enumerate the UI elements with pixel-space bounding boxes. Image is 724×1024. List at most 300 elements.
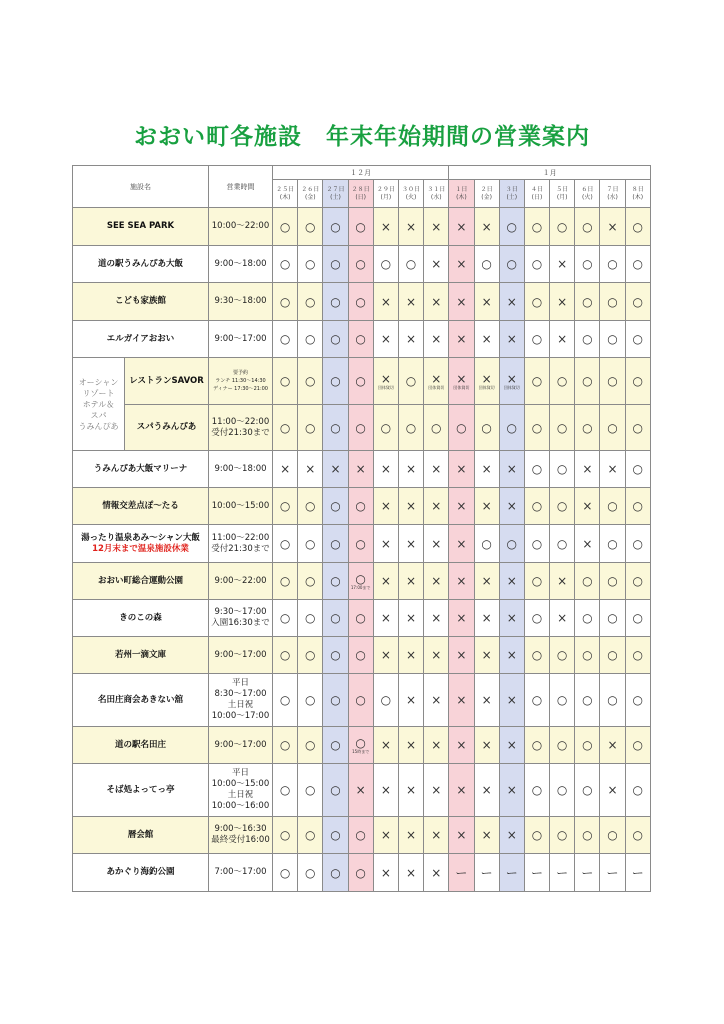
business-hours (209, 563, 273, 600)
closure-notice: 12月末まで温泉施設休業 (92, 543, 189, 554)
date-day: ３日 (505, 185, 518, 193)
status-mark: ○ (506, 257, 518, 271)
table-row (73, 674, 651, 727)
status-mark: ○ (632, 574, 643, 588)
hours-line: 9:00～18:00 (214, 258, 267, 269)
status-cell (449, 817, 474, 854)
status-cell (348, 283, 373, 321)
date-weekday: (火) (582, 193, 593, 201)
hours-line: 9:30～17:00 (214, 607, 267, 617)
date-day: ５日 (556, 185, 569, 193)
status-mark: × (481, 462, 492, 476)
status-mark: ○ (355, 219, 366, 234)
status-mark: ○ (279, 611, 291, 625)
status-mark: × (355, 462, 366, 476)
status-mark: × (506, 499, 517, 513)
status-cell (348, 637, 373, 674)
status-cell (298, 358, 323, 405)
status-cell (600, 321, 625, 358)
business-hours (209, 321, 273, 358)
status-mark: × (406, 783, 417, 797)
status-mark: ○ (556, 219, 568, 234)
date-weekday: (日) (531, 193, 543, 201)
status-cell (298, 451, 323, 488)
status-cell (600, 246, 625, 283)
status-cell (575, 321, 600, 358)
table-row (73, 600, 651, 637)
status-mark: ○ (330, 865, 341, 880)
status-cell (550, 674, 575, 727)
business-hours (209, 525, 273, 563)
status-cell (373, 358, 398, 405)
group-label-line: オーシャン (78, 377, 119, 387)
status-cell (474, 451, 499, 488)
status-mark: ○ (632, 783, 643, 797)
status-cell (424, 451, 449, 488)
status-cell (550, 727, 575, 764)
status-cell (600, 563, 625, 600)
status-cell (499, 405, 524, 451)
hours-line: 受付21:30まで (211, 427, 270, 438)
status-mark: ○ (380, 693, 392, 707)
status-cell (550, 854, 575, 892)
status-cell (575, 764, 600, 817)
status-mark: × (330, 462, 341, 476)
status-mark: ○ (582, 257, 593, 271)
facility-name (73, 727, 209, 764)
status-cell (625, 563, 650, 600)
facility-name-text: エルガイアおおい (106, 333, 175, 344)
date-day: ２日 (480, 185, 493, 193)
status-cell (298, 321, 323, 358)
facility-name (73, 283, 209, 321)
status-cell (373, 405, 398, 451)
date-header (474, 180, 499, 208)
status-cell (524, 674, 549, 727)
status-mark: ○ (556, 693, 568, 707)
status-mark: ○ (355, 735, 366, 750)
status-mark: ○ (330, 332, 341, 346)
status-cell (273, 283, 298, 321)
hours-line: 10:00～15:00 (211, 779, 270, 789)
status-mark: ○ (355, 648, 366, 662)
status-cell (600, 358, 625, 405)
status-cell (348, 451, 373, 488)
facility-name (73, 764, 209, 817)
status-mark: ○ (531, 332, 543, 346)
business-hours (209, 208, 273, 246)
status-mark: ○ (456, 420, 467, 435)
status-mark: ○ (607, 257, 618, 271)
status-mark: ○ (556, 648, 568, 662)
facility-name-text: そば処よってっ亭 (106, 784, 175, 795)
status-cell (524, 764, 549, 817)
status-mark: × (456, 574, 467, 588)
status-cell (499, 563, 524, 600)
status-mark: ー (631, 865, 644, 880)
date-header (625, 180, 650, 208)
status-mark: ○ (305, 783, 316, 797)
status-mark: ○ (481, 257, 492, 271)
facility-name (73, 488, 209, 525)
status-mark: ○ (279, 374, 291, 388)
status-mark: × (406, 865, 417, 880)
status-mark: ○ (632, 499, 643, 513)
status-mark: ○ (632, 462, 643, 476)
status-cell (474, 817, 499, 854)
status-cell (600, 727, 625, 764)
date-weekday: (土) (330, 193, 341, 201)
status-cell (625, 637, 650, 674)
status-cell (600, 405, 625, 451)
status-mark: ○ (632, 374, 643, 388)
status-cell (273, 817, 298, 854)
status-cell (273, 600, 298, 637)
date-weekday: (金) (481, 193, 492, 201)
status-cell (575, 405, 600, 451)
status-cell (398, 488, 423, 525)
status-cell (474, 405, 499, 451)
status-cell (499, 451, 524, 488)
status-mark: ○ (330, 611, 341, 625)
status-cell (449, 208, 474, 246)
status-mark: × (406, 648, 417, 662)
status-note: 15時まで (352, 748, 370, 754)
status-cell (323, 208, 348, 246)
status-mark: × (380, 499, 391, 513)
status-cell (323, 451, 348, 488)
date-day: ４日 (530, 185, 543, 193)
status-cell (524, 283, 549, 321)
date-weekday: (土) (506, 193, 518, 201)
status-cell (499, 727, 524, 764)
status-cell (298, 727, 323, 764)
status-cell (625, 321, 650, 358)
status-mark: × (380, 574, 391, 588)
group-label-line: ホテル＆ (82, 399, 115, 409)
status-cell (625, 283, 650, 321)
hotel-group-label (73, 358, 125, 451)
status-cell (550, 208, 575, 246)
status-mark: ○ (582, 783, 593, 797)
status-mark: × (456, 257, 467, 271)
status-mark: × (431, 219, 442, 234)
status-mark: ○ (305, 257, 316, 271)
status-mark: × (431, 499, 442, 513)
status-cell (323, 764, 348, 817)
status-cell (298, 854, 323, 892)
status-cell (348, 488, 373, 525)
status-mark: ○ (330, 693, 341, 707)
status-cell (499, 600, 524, 637)
status-mark: × (406, 828, 417, 842)
status-cell (398, 321, 423, 358)
facility-name-text: あかぐり海釣公園 (106, 867, 175, 877)
status-mark: ○ (632, 332, 643, 346)
status-cell (398, 727, 423, 764)
status-mark: ○ (305, 219, 316, 234)
status-cell (273, 727, 298, 764)
status-mark: ○ (632, 648, 643, 662)
status-mark: × (456, 499, 467, 513)
status-cell (323, 358, 348, 405)
status-cell (323, 674, 348, 727)
status-mark: ○ (305, 374, 316, 388)
status-cell (550, 488, 575, 525)
status-cell (323, 246, 348, 283)
status-cell (323, 854, 348, 892)
status-cell (600, 674, 625, 727)
status-mark: ー (556, 865, 569, 880)
status-cell (550, 563, 575, 600)
status-cell (398, 283, 423, 321)
date-weekday: (月) (556, 193, 568, 201)
status-cell (550, 405, 575, 451)
hours-header: 営業時間 (209, 166, 273, 208)
status-cell (575, 208, 600, 246)
date-day: ３０日 (402, 185, 421, 193)
hours-line: 9:00～18:00 (214, 463, 267, 474)
status-mark: ○ (582, 828, 593, 842)
status-mark: × (456, 462, 467, 476)
status-mark: × (431, 332, 442, 346)
facility-name-text: こども家族館 (114, 296, 166, 306)
status-cell (298, 283, 323, 321)
status-cell (499, 283, 524, 321)
facility-name-text: 道の駅名田庄 (114, 739, 166, 750)
status-cell (625, 358, 650, 405)
status-mark: × (406, 332, 417, 346)
status-cell (398, 405, 423, 451)
status-mark: ○ (355, 332, 366, 346)
hours-line: 11:00～22:00 (211, 532, 270, 543)
facility-name (125, 405, 209, 451)
table-row (73, 637, 651, 674)
status-cell (449, 674, 474, 727)
hours-line: 土日祝 (227, 700, 254, 710)
status-mark: × (431, 738, 442, 752)
status-mark: ○ (279, 865, 291, 880)
hours-line: 10:00～17:00 (211, 711, 270, 721)
status-cell (373, 727, 398, 764)
status-mark: ○ (330, 420, 341, 435)
status-cell (625, 246, 650, 283)
table-row (73, 405, 651, 451)
status-cell (625, 525, 650, 563)
status-mark: ○ (531, 536, 543, 551)
status-mark: ○ (607, 574, 618, 588)
status-mark: ○ (607, 536, 618, 551)
status-cell (348, 208, 373, 246)
status-note: 団体貸切 (377, 384, 394, 390)
hours-line: 土日祝 (227, 790, 254, 800)
status-cell (373, 854, 398, 892)
hours-line: 10:00～15:00 (211, 500, 270, 511)
status-cell (398, 854, 423, 892)
date-weekday: (木) (279, 193, 291, 201)
date-header (348, 180, 373, 208)
status-mark: ○ (632, 257, 643, 271)
status-mark: ○ (582, 611, 593, 625)
status-mark: ○ (305, 332, 316, 346)
status-cell (474, 525, 499, 563)
status-mark: ○ (279, 294, 291, 309)
status-cell (298, 817, 323, 854)
facility-name (73, 246, 209, 283)
status-cell (524, 321, 549, 358)
status-mark: ○ (380, 420, 392, 435)
status-mark: ○ (279, 257, 291, 271)
status-cell (398, 246, 423, 283)
status-mark: × (506, 648, 517, 662)
status-mark: ○ (305, 865, 316, 880)
status-cell (373, 674, 398, 727)
status-mark: × (406, 294, 417, 309)
status-mark: × (481, 648, 492, 662)
status-mark: ○ (279, 219, 291, 234)
date-day: ２５日 (276, 185, 295, 193)
status-mark: ○ (607, 611, 618, 625)
status-mark: ○ (481, 536, 492, 551)
business-hours (209, 283, 273, 321)
status-cell (449, 525, 474, 563)
status-cell (298, 764, 323, 817)
date-header (524, 180, 549, 208)
status-mark: ○ (355, 536, 366, 551)
status-cell (398, 451, 423, 488)
table-row (73, 525, 651, 563)
facility-name-text: 道の駅うみんぴあ大飯 (97, 258, 183, 269)
status-cell (298, 246, 323, 283)
status-cell (273, 674, 298, 727)
group-label-line: うみんぴあ (78, 421, 119, 431)
status-cell (373, 525, 398, 563)
date-day: ８日 (631, 185, 644, 193)
status-mark: × (557, 332, 568, 346)
hours-line: 要予約 (232, 370, 248, 376)
status-cell (600, 451, 625, 488)
status-cell (323, 817, 348, 854)
status-cell (474, 208, 499, 246)
status-mark: × (431, 294, 442, 309)
status-cell (398, 358, 423, 405)
status-mark: ○ (531, 294, 543, 309)
table-row (73, 451, 651, 488)
status-cell (398, 563, 423, 600)
status-mark: × (406, 574, 417, 588)
status-mark: ○ (531, 462, 543, 476)
status-cell (373, 488, 398, 525)
status-mark: × (380, 219, 391, 234)
table-row (73, 358, 651, 405)
status-cell (575, 854, 600, 892)
status-cell (298, 208, 323, 246)
status-cell (373, 451, 398, 488)
status-cell (499, 764, 524, 817)
status-mark: ○ (632, 611, 643, 625)
status-mark: × (506, 738, 517, 752)
hours-line: 最終受付16:00 (211, 835, 270, 845)
business-hours (209, 817, 273, 854)
status-cell (348, 405, 373, 451)
status-mark: ○ (632, 294, 643, 309)
status-mark: × (481, 294, 492, 309)
hours-line: 9:00～17:00 (214, 649, 267, 660)
status-mark: × (456, 648, 467, 662)
status-mark: × (506, 611, 517, 625)
status-cell (449, 451, 474, 488)
facility-name-text: スパうみんぴあ (136, 422, 197, 432)
status-mark: × (380, 648, 391, 662)
business-hours (209, 405, 273, 451)
status-mark: × (456, 371, 467, 386)
status-cell (373, 637, 398, 674)
status-cell (524, 488, 549, 525)
status-cell (550, 525, 575, 563)
status-cell (298, 488, 323, 525)
status-cell (273, 246, 298, 283)
status-mark: × (406, 499, 417, 513)
status-mark: ○ (531, 374, 543, 388)
status-mark: × (431, 611, 442, 625)
date-weekday: (水) (607, 193, 618, 201)
status-mark: ○ (481, 420, 492, 435)
status-cell (298, 600, 323, 637)
date-weekday: (火) (405, 193, 417, 201)
hours-line: 10:00～16:00 (211, 801, 270, 811)
date-weekday: (金) (304, 193, 316, 201)
status-mark: ○ (531, 257, 543, 271)
date-header (323, 180, 348, 208)
facility-name (73, 451, 209, 488)
hours-line: ディナー 17:30～21:00 (212, 386, 268, 392)
status-mark: × (406, 536, 417, 551)
status-mark: ○ (355, 611, 366, 625)
status-cell (449, 727, 474, 764)
status-mark: ○ (632, 219, 643, 234)
status-mark: ○ (279, 828, 291, 842)
facility-name-text: 情報交差点ぽ～たる (102, 500, 179, 511)
status-cell (424, 674, 449, 727)
status-cell (323, 525, 348, 563)
status-mark: × (431, 828, 442, 842)
table-row (73, 208, 651, 246)
status-cell (550, 321, 575, 358)
date-day: ２７日 (326, 185, 345, 193)
table-row (73, 283, 651, 321)
status-cell (323, 283, 348, 321)
status-cell (524, 525, 549, 563)
status-mark: × (481, 219, 492, 234)
date-header (575, 180, 600, 208)
hours-line: 9:30～18:00 (214, 296, 267, 306)
business-hours (209, 451, 273, 488)
status-cell (625, 854, 650, 892)
status-mark: ○ (430, 420, 442, 435)
status-cell (449, 637, 474, 674)
table-row (73, 488, 651, 525)
status-cell (499, 321, 524, 358)
hours-line: 7:00～17:00 (214, 867, 267, 877)
status-mark: × (380, 611, 391, 625)
status-note: 団体貸切 (428, 384, 445, 390)
status-mark: ○ (279, 536, 291, 551)
status-cell (348, 764, 373, 817)
facility-name (73, 600, 209, 637)
status-cell (575, 283, 600, 321)
status-cell (575, 525, 600, 563)
hours-line: 9:00～17:00 (214, 333, 267, 344)
